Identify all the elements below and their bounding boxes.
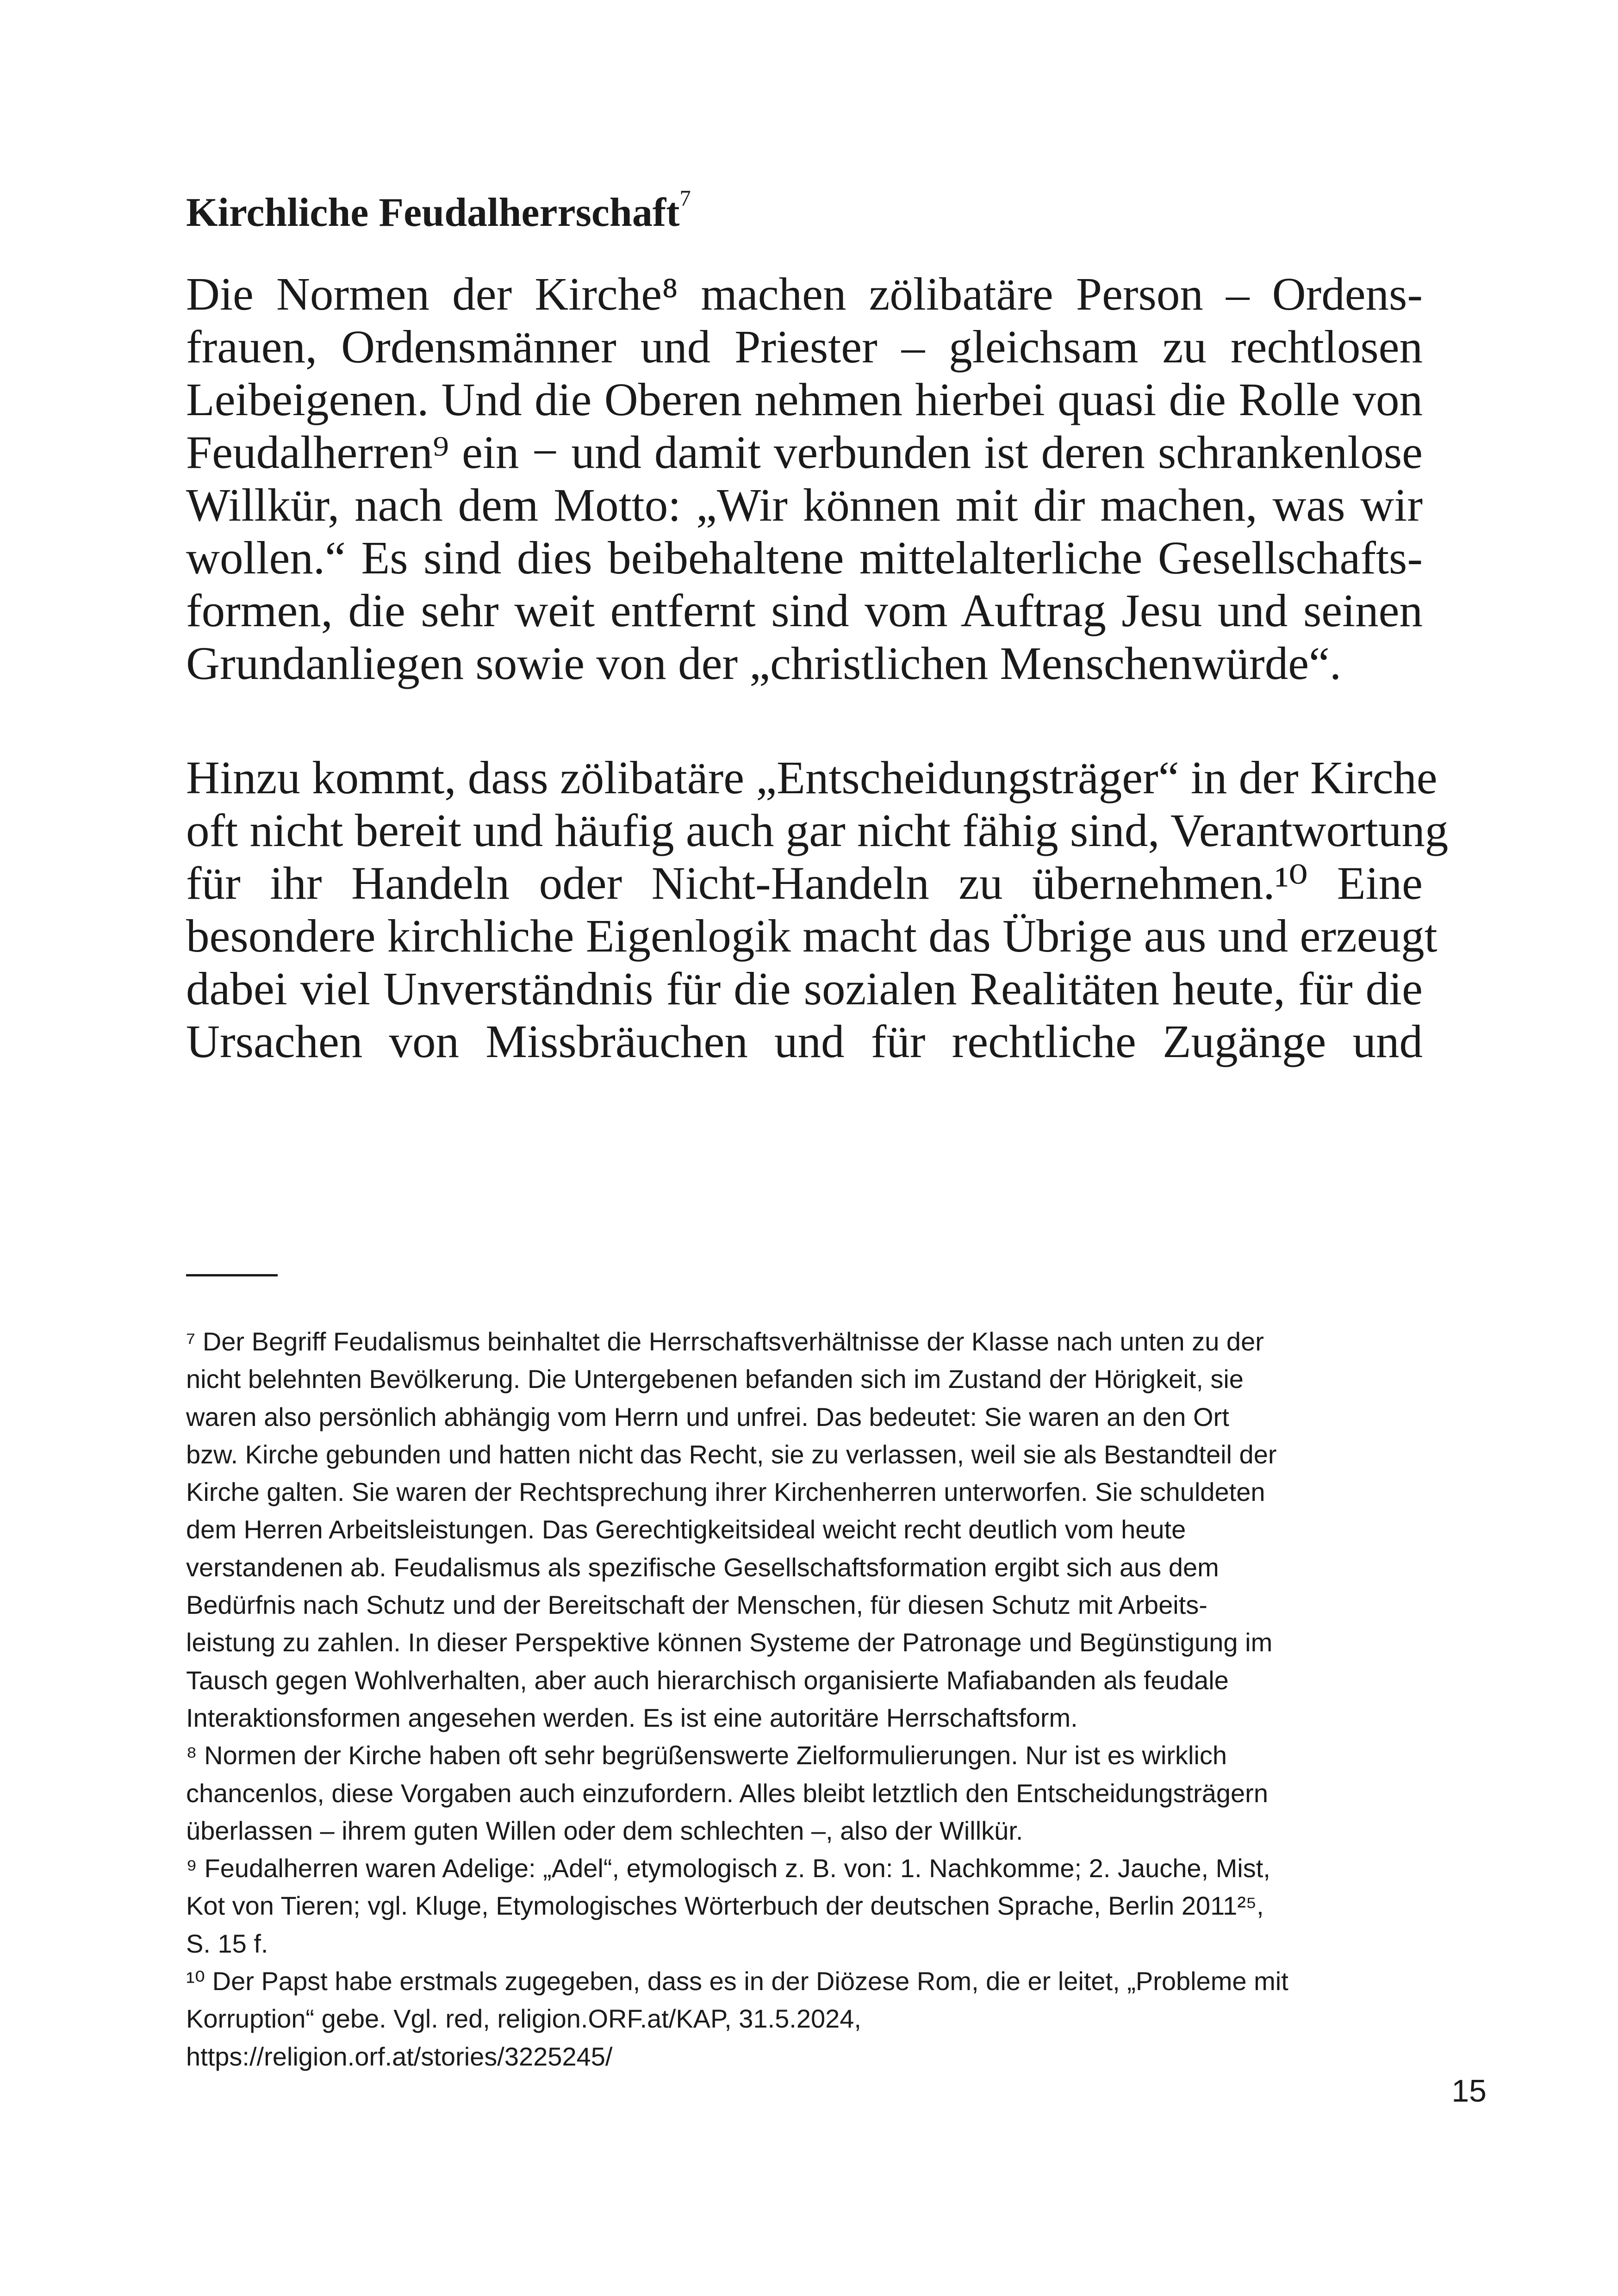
footnote-line: ⁹ Feudalherren waren Adelige: „Adel“, etymologisch z. B. von: 1. Nachkomme; 2. Jauche, Mist,: [186, 1854, 1270, 1883]
footnote-line: ¹⁰ Der Papst habe erstmals zugegeben, dass es in der Diözese Rom, die er leitet, „Probleme mit: [186, 1966, 1288, 1996]
footnote-line: ⁷ Der Begriff Feudalismus beinhaltet die Herrschaftsverhältnisse der Klasse nach unten zu der: [186, 1327, 1264, 1356]
footnote-link[interactable]: https://religion.orf.at/stories/3225245/: [186, 2041, 613, 2071]
footnote-line: nicht belehnten Bevölkerung. Die Untergebenen befanden sich im Zustand der Hörigkeit, sie: [186, 1364, 1244, 1394]
paragraph-line: Die Normen der Kirche⁸ machen zölibatäre Person – Ordens-: [186, 268, 1423, 320]
paragraph-line: Feudalherren⁹ ein − und damit verbunden ist deren schrankenlose: [186, 426, 1423, 478]
footnote-line: Tausch gegen Wohlverhalten, aber auch hierarchisch organisierte Mafiabanden als feudale: [186, 1665, 1229, 1695]
body-paragraph-1: [186, 268, 1423, 690]
paragraph-line: besondere kirchliche Eigenlogik macht das Übrige aus und erzeugt: [186, 910, 1438, 962]
paragraph-line: für ihr Handeln oder Nicht-Handeln zu übernehmen.¹⁰ Eine: [186, 857, 1423, 909]
footnote-line: verstandenen ab. Feudalismus als spezifische Gesellschaftsformation ergibt sich aus dem: [186, 1552, 1219, 1582]
paragraph-line: Ursachen von Missbräuchen und für rechtliche Zugänge und: [186, 1015, 1423, 1067]
footnote-line: Kot von Tieren; vgl. Kluge, Etymologisches Wörterbuch der deutschen Sprache, Berlin 2011²⁵,: [186, 1891, 1264, 1921]
footnote-line: leistung zu zahlen. In dieser Perspektive können Systeme der Patronage und Begünstigung im: [186, 1628, 1273, 1657]
footnote-separator: [186, 1274, 278, 1276]
footnotes: [186, 1323, 1426, 2075]
paragraph-line: Hinzu kommt, dass zölibatäre „Entscheidungsträger“ in der Kirche: [186, 752, 1438, 803]
body-paragraph-2: [186, 751, 1449, 1068]
paragraph-line: frauen, Ordensmänner und Priester – gleichsam zu rechtlosen: [186, 321, 1423, 373]
footnote-line: dem Herren Arbeitsleistungen. Das Gerechtigkeitsideal weicht recht deutlich vom heute: [186, 1515, 1186, 1544]
footnote-line: bzw. Kirche gebunden und hatten nicht das Recht, sie zu verlassen, weil sie als Bestandteil der: [186, 1439, 1277, 1469]
paragraph-line: oft nicht bereit und häufig auch gar nicht fähig sind, Verantwortung: [186, 804, 1449, 856]
footnote-line: überlassen – ihrem guten Willen oder dem schlechten –, also der Willkür.: [186, 1816, 1023, 1845]
paragraph-line: Grundanliegen sowie von der „christlichen Menschenwürde“.: [186, 637, 1342, 689]
footnote-line: ⁸ Normen der Kirche haben oft sehr begrüßenswerte Zielformulierungen. Nur ist es wirklich: [186, 1741, 1227, 1770]
footnote-line: Bedürfnis nach Schutz und der Bereitschaft der Menschen, für diesen Schutz mit Arbeits-: [186, 1590, 1207, 1620]
footnote-line: Kirche galten. Sie waren der Rechtsprechung ihrer Kirchenherren unterworfen. Sie schuldeten: [186, 1477, 1265, 1507]
paragraph-line: wollen.“ Es sind dies beibehaltene mittelalterliche Gesellschafts-: [186, 532, 1423, 584]
section-heading: [186, 187, 691, 238]
footnote-line: S. 15 f.: [186, 1929, 268, 1958]
footnote-line: chancenlos, diese Vorgaben auch einzufordern. Alles bleibt letztlich den Entscheidungsträgern: [186, 1778, 1268, 1808]
page-number: 15: [1451, 2073, 1487, 2109]
footnote-line: waren also persönlich abhängig vom Herrn und unfrei. Das bedeutet: Sie waren an den Ort: [186, 1402, 1229, 1431]
paragraph-line: Willkür, nach dem Motto: „Wir können mit dir machen, was wir: [186, 479, 1423, 531]
paragraph-line: formen, die sehr weit entfernt sind vom Auftrag Jesu und seinen: [186, 585, 1423, 636]
paragraph-line: dabei viel Unverständnis für die sozialen Realitäten heute, für die: [186, 963, 1423, 1014]
paragraph-line: Leibeigenen. Und die Oberen nehmen hierbei quasi die Rolle von: [186, 373, 1423, 425]
footnote-line: Interaktionsformen angesehen werden. Es ist eine autoritäre Herrschaftsform.: [186, 1703, 1078, 1732]
footnote-line: Korruption“ gebe. Vgl. red, religion.ORF.at/KAP, 31.5.2024,: [186, 2004, 861, 2034]
heading-footnote-ref: 7: [679, 186, 691, 211]
heading-text: Kirchliche Feudalherrschaft: [186, 190, 680, 235]
